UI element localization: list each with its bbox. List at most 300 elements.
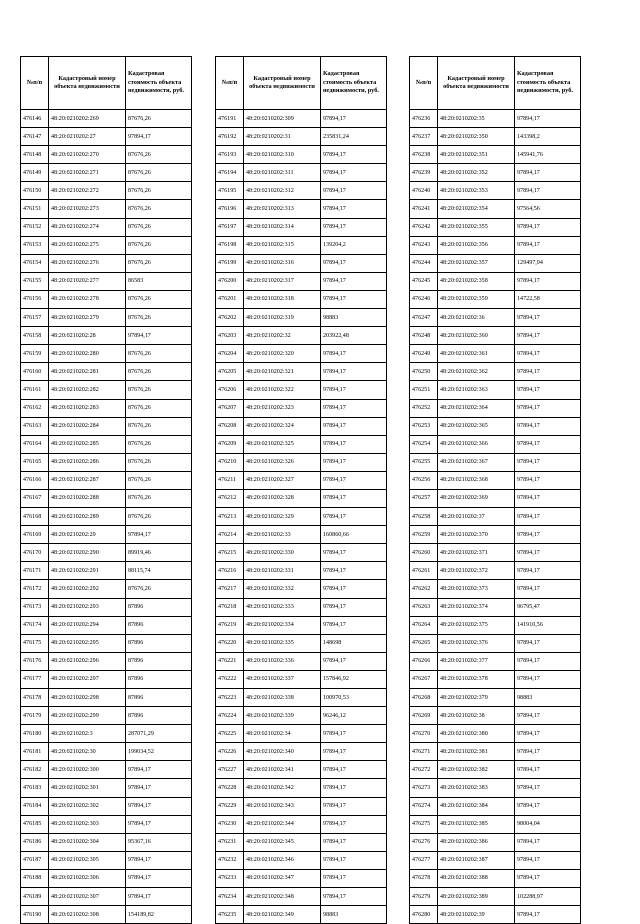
row-number: 476172: [21, 580, 49, 598]
table-row: [410, 707, 581, 725]
cadastral-number: 48:20:0210202:386: [438, 833, 515, 851]
row-number: 476183: [21, 779, 49, 797]
cadastral-cost: 87896: [126, 598, 192, 616]
table-row: [216, 761, 387, 779]
row-number: 476207: [216, 399, 244, 417]
table-row: [216, 471, 387, 489]
cadastral-cost: 97894,17: [321, 851, 387, 869]
table-row: [410, 598, 581, 616]
cadastral-cost: 87676,26: [126, 489, 192, 507]
table-row: [21, 743, 192, 761]
cadastral-cost: 87676,26: [126, 110, 192, 128]
cadastral-number: 48:20:0210202:364: [438, 399, 515, 417]
cadastral-cost: 87896: [126, 634, 192, 652]
row-number: 476219: [216, 616, 244, 634]
table-row: [410, 580, 581, 598]
cadastral-number: 48:20:0210202:356: [438, 236, 515, 254]
row-number: 476186: [21, 833, 49, 851]
cadastral-cost: 97894,17: [515, 110, 581, 128]
row-number: 476225: [216, 725, 244, 743]
table-row: [216, 616, 387, 634]
cadastral-cost: 97894,17: [321, 833, 387, 851]
cadastral-cost: 89919,46: [126, 544, 192, 562]
cadastral-number: 48:20:0210202:389: [438, 888, 515, 906]
cadastral-number: 48:20:0210202:361: [438, 345, 515, 363]
row-number: 476230: [216, 815, 244, 833]
header-num: №п/п: [21, 57, 49, 110]
cadastral-cost: 97894,17: [515, 833, 581, 851]
cadastral-number: 48:20:0210202:307: [49, 888, 126, 906]
row-number: 476256: [410, 471, 438, 489]
row-number: 476242: [410, 218, 438, 236]
row-number: 476169: [21, 526, 49, 544]
cadastral-cost: 87676,26: [126, 345, 192, 363]
cadastral-number: 48:20:0210202:315: [244, 236, 321, 254]
header-cadastral-number: Кадастровый номер объекта недвижимости: [438, 57, 515, 110]
row-number: 476164: [21, 435, 49, 453]
table-row: [21, 544, 192, 562]
table-row: [410, 906, 581, 924]
cadastral-cost: 199034,52: [126, 743, 192, 761]
row-number: 476198: [216, 236, 244, 254]
cadastral-cost: 97894,17: [515, 164, 581, 182]
cadastral-number: 48:20:0210202:376: [438, 634, 515, 652]
cadastral-cost: 97894,17: [515, 327, 581, 345]
table-row: [216, 598, 387, 616]
cadastral-number: 48:20:0210202:331: [244, 562, 321, 580]
cadastral-cost: 97894,17: [515, 526, 581, 544]
row-number: 476229: [216, 797, 244, 815]
row-number: 476173: [21, 598, 49, 616]
cadastral-cost: 97894,17: [126, 327, 192, 345]
row-number: 476236: [410, 110, 438, 128]
cadastral-cost: 97894,17: [515, 471, 581, 489]
cadastral-cost: 97894,17: [515, 218, 581, 236]
cadastral-number: 48:20:0210202:384: [438, 797, 515, 815]
cadastral-cost: 97894,17: [321, 598, 387, 616]
cadastral-number: 48:20:0210202:387: [438, 851, 515, 869]
table-row: [410, 327, 581, 345]
row-number: 476166: [21, 471, 49, 489]
table-row: [21, 218, 192, 236]
cadastral-cost: 97894,17: [126, 779, 192, 797]
cadastral-number: 48:20:0210202:285: [49, 435, 126, 453]
cadastral-number: 48:20:0210202:383: [438, 779, 515, 797]
cadastral-cost: 141910,56: [515, 616, 581, 634]
table-row: [21, 309, 192, 327]
cadastral-number: 48:20:0210202:272: [49, 182, 126, 200]
cadastral-cost: 97894,17: [515, 670, 581, 688]
cadastral-number: 48:20:0210202:277: [49, 272, 126, 290]
table-row: [410, 254, 581, 272]
table-row: [410, 725, 581, 743]
cadastral-cost: 97894,17: [515, 779, 581, 797]
cadastral-number: 48:20:0210202:289: [49, 508, 126, 526]
cadastral-cost: 87676,26: [126, 164, 192, 182]
row-number: 476204: [216, 345, 244, 363]
row-number: 476235: [216, 906, 244, 924]
row-number: 476212: [216, 489, 244, 507]
cadastral-number: 48:20:0210202:338: [244, 689, 321, 707]
cadastral-number: 48:20:0210202:30: [49, 743, 126, 761]
table-row: [216, 200, 387, 218]
cadastral-cost: 97894,17: [515, 851, 581, 869]
row-number: 476158: [21, 327, 49, 345]
table-row: [21, 888, 192, 906]
table-row: [21, 779, 192, 797]
cadastral-cost: 97894,17: [321, 218, 387, 236]
table-row: [410, 146, 581, 164]
row-number: 476264: [410, 616, 438, 634]
cadastral-cost: 88115,74: [126, 562, 192, 580]
cadastral-number: 48:20:0210202:328: [244, 489, 321, 507]
row-number: 476216: [216, 562, 244, 580]
table-row: [216, 689, 387, 707]
row-number: 476197: [216, 218, 244, 236]
table-row: [21, 580, 192, 598]
table-row: [21, 851, 192, 869]
row-number: 476253: [410, 417, 438, 435]
cadastral-number: 48:20:0210202:340: [244, 743, 321, 761]
cadastral-cost: 98883: [321, 309, 387, 327]
cadastral-cost: 97894,17: [321, 652, 387, 670]
table-row: [21, 725, 192, 743]
cadastral-cost: 97894,17: [321, 164, 387, 182]
table-row: [21, 254, 192, 272]
table-row: [216, 489, 387, 507]
table-row: [216, 164, 387, 182]
cadastral-cost: 87676,26: [126, 417, 192, 435]
table-row: [21, 761, 192, 779]
table-row: [216, 888, 387, 906]
row-number: 476176: [21, 652, 49, 670]
row-number: 476258: [410, 508, 438, 526]
row-number: 476265: [410, 634, 438, 652]
table-row: [410, 345, 581, 363]
cadastral-cost: 14722,58: [515, 290, 581, 308]
table-row: [410, 797, 581, 815]
cadastral-cost: 129497,94: [515, 254, 581, 272]
cadastral-cost: 145941,76: [515, 146, 581, 164]
table-row: [21, 290, 192, 308]
cadastral-number: 48:20:0210202:332: [244, 580, 321, 598]
cadastral-cost: 97894,17: [321, 110, 387, 128]
cadastral-cost: 97894,17: [321, 562, 387, 580]
cadastral-cost: 97894,17: [515, 399, 581, 417]
cadastral-number: 48:20:0210202:311: [244, 164, 321, 182]
table-row: [21, 200, 192, 218]
cadastral-number: 48:20:0210202:334: [244, 616, 321, 634]
cadastral-number: 48:20:0210202:358: [438, 272, 515, 290]
row-number: 476260: [410, 544, 438, 562]
table-row: [216, 652, 387, 670]
row-number: 476177: [21, 670, 49, 688]
row-number: 476195: [216, 182, 244, 200]
cadastral-number: 48:20:0210202:377: [438, 652, 515, 670]
table-row: [216, 345, 387, 363]
cadastral-number: 48:20:0210202:342: [244, 779, 321, 797]
table-row: [216, 110, 387, 128]
cadastral-cost: 97894,17: [321, 761, 387, 779]
header-cadastral-cost: Кадастровая стоимость объекта недвижимости, руб.: [515, 57, 581, 110]
row-number: 476267: [410, 670, 438, 688]
table-row: [21, 381, 192, 399]
cadastral-number: 48:20:0210202:3: [49, 725, 126, 743]
table-row: [410, 381, 581, 399]
row-number: 476148: [21, 146, 49, 164]
table-row: [410, 743, 581, 761]
cadastral-number: 48:20:0210202:325: [244, 435, 321, 453]
header-cadastral-cost: Кадастровая стоимость объекта недвижимости, руб.: [321, 57, 387, 110]
row-number: 476165: [21, 453, 49, 471]
cadastral-cost: 98883: [515, 689, 581, 707]
row-number: 476252: [410, 399, 438, 417]
cadastral-number: 48:20:0210202:273: [49, 200, 126, 218]
row-number: 476263: [410, 598, 438, 616]
cadastral-cost: 97894,17: [321, 272, 387, 290]
row-number: 476208: [216, 417, 244, 435]
cadastral-cost: 97894,17: [126, 815, 192, 833]
table-row: [410, 309, 581, 327]
row-number: 476221: [216, 652, 244, 670]
cadastral-number: 48:20:0210202:37: [438, 508, 515, 526]
row-number: 476248: [410, 327, 438, 345]
cadastral-number: 48:20:0210202:321: [244, 363, 321, 381]
cadastral-cost: 97894,17: [321, 471, 387, 489]
cadastral-cost: 97894,17: [321, 580, 387, 598]
row-number: 476214: [216, 526, 244, 544]
cadastral-cost: 97894,17: [321, 200, 387, 218]
cadastral-number: 48:20:0210202:374: [438, 598, 515, 616]
cadastral-number: 48:20:0210202:284: [49, 417, 126, 435]
header-cadastral-number: Кадастровый номер объекта недвижимости: [244, 57, 321, 110]
cadastral-cost: 97894,17: [321, 888, 387, 906]
cadastral-number: 48:20:0210202:317: [244, 272, 321, 290]
cadastral-cost: 97894,17: [515, 869, 581, 887]
row-number: 476178: [21, 689, 49, 707]
cadastral-cost: 97564,56: [515, 200, 581, 218]
cadastral-number: 48:20:0210202:318: [244, 290, 321, 308]
cadastral-cost: 97894,17: [515, 580, 581, 598]
cadastral-cost: 87676,26: [126, 580, 192, 598]
cadastral-number: 48:20:0210202:378: [438, 670, 515, 688]
cadastral-number: 48:20:0210202:382: [438, 761, 515, 779]
table-row: [21, 689, 192, 707]
cadastral-number: 48:20:0210202:276: [49, 254, 126, 272]
cadastral-cost: 97894,17: [321, 616, 387, 634]
table-row: [216, 851, 387, 869]
row-number: 476227: [216, 761, 244, 779]
table-row: [21, 435, 192, 453]
cadastral-cost: 96795,47: [515, 598, 581, 616]
row-number: 476228: [216, 779, 244, 797]
row-number: 476161: [21, 381, 49, 399]
cadastral-cost: 97894,17: [321, 399, 387, 417]
row-number: 476180: [21, 725, 49, 743]
cadastral-number: 48:20:0210202:31: [244, 128, 321, 146]
cadastral-cost: 87676,26: [126, 381, 192, 399]
cadastral-cost: 97894,17: [126, 761, 192, 779]
table-row: [21, 236, 192, 254]
row-number: 476275: [410, 815, 438, 833]
cadastral-number: 48:20:0210202:333: [244, 598, 321, 616]
table-row: [21, 146, 192, 164]
row-number: 476151: [21, 200, 49, 218]
table-row: [410, 363, 581, 381]
cadastral-cost: 97894,17: [515, 182, 581, 200]
table-row: [410, 453, 581, 471]
table-row: [216, 417, 387, 435]
row-number: 476155: [21, 272, 49, 290]
cadastral-number: 48:20:0210202:302: [49, 797, 126, 815]
cadastral-cost: 97894,17: [321, 435, 387, 453]
cadastral-cost: 154189,82: [126, 906, 192, 924]
cadastral-number: 48:20:0210202:375: [438, 616, 515, 634]
cadastral-cost: 97894,17: [515, 707, 581, 725]
header-cadastral-number: Кадастровый номер объекта недвижимости: [49, 57, 126, 110]
cadastral-number: 48:20:0210202:344: [244, 815, 321, 833]
row-number: 476261: [410, 562, 438, 580]
table-row: [410, 164, 581, 182]
row-number: 476213: [216, 508, 244, 526]
cadastral-number: 48:20:0210202:274: [49, 218, 126, 236]
cadastral-cost: 97894,17: [515, 634, 581, 652]
table-row: [410, 399, 581, 417]
cadastral-cost: 87676,26: [126, 363, 192, 381]
cadastral-number: 48:20:0210202:279: [49, 309, 126, 327]
table-row: [410, 851, 581, 869]
row-number: 476154: [21, 254, 49, 272]
cadastral-number: 48:20:0210202:367: [438, 453, 515, 471]
cadastral-number: 48:20:0210202:292: [49, 580, 126, 598]
row-number: 476205: [216, 363, 244, 381]
row-number: 476199: [216, 254, 244, 272]
cadastral-number: 48:20:0210202:310: [244, 146, 321, 164]
row-number: 476160: [21, 363, 49, 381]
cadastral-cost: 97894,17: [321, 815, 387, 833]
cadastral-number: 48:20:0210202:345: [244, 833, 321, 851]
row-number: 476247: [410, 309, 438, 327]
row-number: 476280: [410, 906, 438, 924]
table-row: [21, 164, 192, 182]
cadastral-number: 48:20:0210202:36: [438, 309, 515, 327]
table-row: [21, 670, 192, 688]
table-row: [21, 363, 192, 381]
cadastral-cost: 97894,17: [515, 453, 581, 471]
table-row: [410, 869, 581, 887]
cadastral-table-2: [215, 56, 387, 924]
row-number: 476233: [216, 869, 244, 887]
cadastral-cost: 87676,26: [126, 309, 192, 327]
row-number: 476170: [21, 544, 49, 562]
row-number: 476184: [21, 797, 49, 815]
row-number: 476226: [216, 743, 244, 761]
cadastral-cost: 87676,26: [126, 200, 192, 218]
cadastral-number: 48:20:0210202:330: [244, 544, 321, 562]
table-row: [410, 471, 581, 489]
table-row: [410, 218, 581, 236]
cadastral-cost: 87896: [126, 670, 192, 688]
table-row: [410, 200, 581, 218]
cadastral-cost: 203922,48: [321, 327, 387, 345]
cadastral-cost: 97894,17: [515, 345, 581, 363]
table-row: [21, 526, 192, 544]
cadastral-number: 48:20:0210202:290: [49, 544, 126, 562]
row-number: 476153: [21, 236, 49, 254]
row-number: 476277: [410, 851, 438, 869]
row-number: 476215: [216, 544, 244, 562]
table-row: [410, 833, 581, 851]
cadastral-number: 48:20:0210202:319: [244, 309, 321, 327]
cadastral-cost: 87676,26: [126, 508, 192, 526]
cadastral-number: 48:20:0210202:306: [49, 869, 126, 887]
cadastral-cost: 86583: [126, 272, 192, 290]
cadastral-cost: 157846,92: [321, 670, 387, 688]
cadastral-number: 48:20:0210202:365: [438, 417, 515, 435]
row-number: 476243: [410, 236, 438, 254]
table-row: [410, 508, 581, 526]
table-row: [410, 290, 581, 308]
cadastral-number: 48:20:0210202:323: [244, 399, 321, 417]
table-row: [216, 254, 387, 272]
cadastral-number: 48:20:0210202:360: [438, 327, 515, 345]
row-number: 476194: [216, 164, 244, 182]
cadastral-number: 48:20:0210202:38: [438, 707, 515, 725]
row-number: 476231: [216, 833, 244, 851]
table-row: [216, 743, 387, 761]
cadastral-number: 48:20:0210202:366: [438, 435, 515, 453]
cadastral-number: 48:20:0210202:348: [244, 888, 321, 906]
table-row: [21, 616, 192, 634]
cadastral-number: 48:20:0210202:300: [49, 761, 126, 779]
cadastral-cost: 97894,17: [515, 236, 581, 254]
cadastral-cost: 97894,17: [321, 290, 387, 308]
cadastral-cost: 87676,26: [126, 435, 192, 453]
cadastral-cost: 97894,17: [515, 272, 581, 290]
cadastral-cost: 97894,17: [515, 797, 581, 815]
cadastral-number: 48:20:0210202:388: [438, 869, 515, 887]
cadastral-number: 48:20:0210202:339: [244, 707, 321, 725]
cadastral-cost: 97894,17: [321, 508, 387, 526]
table-row: [21, 562, 192, 580]
cadastral-number: 48:20:0210202:297: [49, 670, 126, 688]
row-number: 476273: [410, 779, 438, 797]
table-row: [216, 272, 387, 290]
row-number: 476196: [216, 200, 244, 218]
cadastral-number: 48:20:0210202:270: [49, 146, 126, 164]
row-number: 476192: [216, 128, 244, 146]
table-row: [410, 272, 581, 290]
row-number: 476238: [410, 146, 438, 164]
row-number: 476269: [410, 707, 438, 725]
cadastral-cost: 97894,17: [321, 417, 387, 435]
row-number: 476202: [216, 309, 244, 327]
cadastral-number: 48:20:0210202:291: [49, 562, 126, 580]
table-row: [410, 435, 581, 453]
table-row: [21, 598, 192, 616]
cadastral-number: 48:20:0210202:372: [438, 562, 515, 580]
cadastral-cost: 97894,17: [321, 182, 387, 200]
cadastral-cost: 87676,26: [126, 218, 192, 236]
cadastral-number: 48:20:0210202:359: [438, 290, 515, 308]
cadastral-number: 48:20:0210202:347: [244, 869, 321, 887]
row-number: 476262: [410, 580, 438, 598]
table-row: [216, 435, 387, 453]
table-row: [410, 489, 581, 507]
cadastral-cost: 160860,66: [321, 526, 387, 544]
cadastral-number: 48:20:0210202:313: [244, 200, 321, 218]
row-number: 476190: [21, 906, 49, 924]
